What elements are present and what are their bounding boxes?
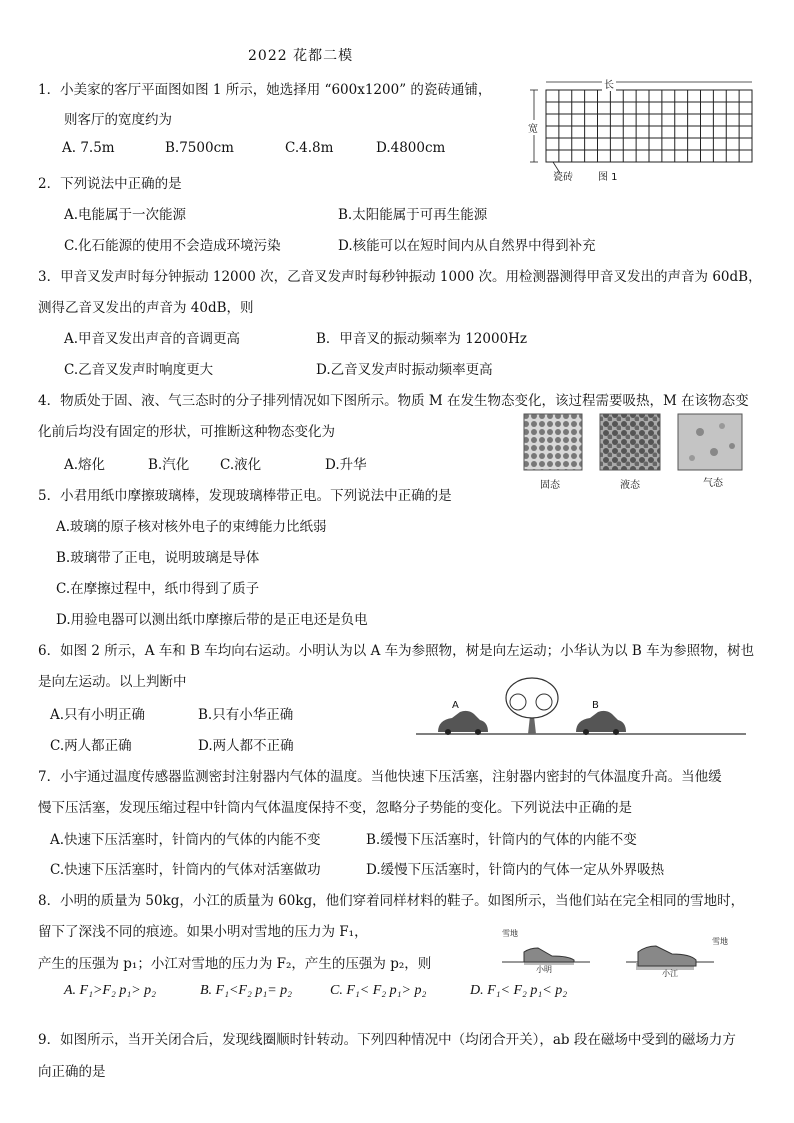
q6-stem-line2: 是向左运动。以上判断中 xyxy=(38,674,187,690)
q4-stem-line1: 4．物质处于固、液、气三态时的分子排列情况如下图所示。物质 M 在发生物态变化，该过程需要吸热，M 在该物态变 xyxy=(38,393,749,409)
q1-option-a: A. 7.5m xyxy=(62,140,115,156)
q3-option-d: D.乙音叉发声时振动频率更高 xyxy=(316,362,493,378)
xiaojiang-label: 小江 xyxy=(662,969,678,978)
gas-state-image xyxy=(678,414,742,470)
figure-states-of-matter xyxy=(522,412,752,474)
q7-option-a: A.快速下压活塞时，针筒内的气体的内能不变 xyxy=(50,832,321,848)
q1-option-c: C.4.8m xyxy=(285,140,334,156)
q3-option-a: A.甲音叉发出声音的音调更高 xyxy=(64,331,241,347)
q2-option-a: A.电能属于一次能源 xyxy=(64,207,187,223)
q4-option-b: B.汽化 xyxy=(148,457,190,473)
q2-option-c: C.化石能源的使用不会造成环境污染 xyxy=(64,238,281,254)
q7-option-c: C.快速下压活塞时，针筒内的气体对活塞做功 xyxy=(50,862,321,878)
figure1-caption: 图 1 xyxy=(598,172,618,183)
shoe-xiaojiang-icon xyxy=(638,946,696,966)
q6-option-a: A.只有小明正确 xyxy=(50,707,146,723)
figure1-long-label: 长 xyxy=(602,76,616,91)
q8-option-d: D. F₁< F₂ p₁< p₂ xyxy=(470,983,568,998)
shoe-xiaoming-icon xyxy=(524,948,574,962)
q8-option-c: C. F₁< F₂ p₁> p₂ xyxy=(330,983,427,998)
q3-stem-line1: 3．甲音叉发声时每分钟振动 12000 次，乙音叉发声时每秒钟振动 1000 次。用检测器测得甲音叉发出的声音为 60dB， xyxy=(38,269,762,285)
car-b-label: B xyxy=(592,700,599,711)
q5-option-a: A.玻璃的原子核对核外电子的束缚能力比纸弱 xyxy=(56,519,327,535)
solid-label: 固态 xyxy=(540,480,560,491)
q6-option-c: C.两人都正确 xyxy=(50,738,132,754)
q8-stem-line3: 产生的压强为 p₁；小江对雪地的压力为 F₂，产生的压强为 p₂，则 xyxy=(38,956,432,972)
q7-option-b: B.缓慢下压活塞时，针筒内的气体的内能不变 xyxy=(366,832,637,848)
q4-stem-line2: 化前后均没有固定的形状，可推断这种物态变化为 xyxy=(38,424,335,440)
q7-stem-line1: 7．小宇通过温度传感器监测密封注射器内气体的温度。当他快速下压活塞，注射器内密封的气体温度升高。当他缓 xyxy=(38,769,722,785)
q2-option-b: B.太阳能属于可再生能源 xyxy=(338,207,488,223)
q9-stem-line2: 向正确的是 xyxy=(38,1064,106,1080)
q4-option-a: A.熔化 xyxy=(64,457,106,473)
snow-label-2: 雪地 xyxy=(712,937,728,946)
q1-option-d: D.4800cm xyxy=(376,140,446,156)
q6-stem-line1: 6．如图 2 所示，A 车和 B 车均向右运动。小明认为以 A 车为参照物，树是向左运动；小华认为以 B 车为参照物，树也 xyxy=(38,643,755,659)
q1-stem-line2: 则客厅的宽度约为 xyxy=(64,112,172,128)
tree-icon xyxy=(506,678,558,734)
page-title: 2022 花都二模 xyxy=(248,48,354,64)
q5-option-b: B.玻璃带了正电，说明玻璃是导体 xyxy=(56,550,260,566)
q6-option-b: B.只有小华正确 xyxy=(198,707,294,723)
q7-option-d: D.缓慢下压活塞时，针筒内的气体一定从外界吸热 xyxy=(366,862,665,878)
q8-option-a: A. F₁>F₂ p₁> p₂ xyxy=(64,983,157,998)
q5-stem: 5．小君用纸巾摩擦玻璃棒，发现玻璃棒带正电。下列说法中正确的是 xyxy=(38,488,452,504)
q2-stem: 2．下列说法中正确的是 xyxy=(38,176,182,192)
q3-stem-line2: 测得乙音叉发出的声音为 40dB，则 xyxy=(38,300,254,316)
snow-label-1: 雪地 xyxy=(502,929,518,938)
car-a-label: A xyxy=(452,700,459,711)
figure1-tile-label: 瓷砖 xyxy=(553,172,573,183)
q8-stem-line2: 留下了深浅不同的痕迹。如果小明对雪地的压力为 F₁， xyxy=(38,924,368,940)
car-a-icon xyxy=(438,711,488,735)
q1-option-b: B.7500cm xyxy=(165,140,234,156)
q4-option-c: C.液化 xyxy=(220,457,262,473)
q6-option-d: D.两人都不正确 xyxy=(198,738,294,754)
q5-option-d: D.用验电器可以测出纸巾摩擦后带的是正电还是负电 xyxy=(56,612,368,628)
q3-option-b: B．甲音叉的振动频率为 12000Hz xyxy=(316,331,528,347)
q8-option-b: B. F₁<F₂ p₁= p₂ xyxy=(200,983,293,998)
q3-option-c: C.乙音叉发声时响度更大 xyxy=(64,362,214,378)
solid-state-image xyxy=(524,414,582,470)
car-b-icon xyxy=(576,711,626,735)
q8-stem-line1: 8．小明的质量为 50kg，小江的质量为 60kg，他们穿着同样材料的鞋子。如图所示，当他们站在完全相同的雪地时， xyxy=(38,893,745,909)
liquid-label: 液态 xyxy=(620,480,640,491)
figure-shoes-snow xyxy=(494,926,734,974)
figure2-cars-tree xyxy=(416,676,746,738)
q4-option-d: D.升华 xyxy=(325,457,367,473)
q9-stem-line1: 9．如图所示，当开关闭合后，发现线圈顺时针转动。下列四种情况中（均闭合开关），ab 段在磁场中受到的磁场力方 xyxy=(38,1032,736,1048)
q5-option-c: C.在摩擦过程中，纸巾得到了质子 xyxy=(56,581,260,597)
xiaoming-label: 小明 xyxy=(536,965,552,974)
q7-stem-line2: 慢下压活塞，发现压缩过程中针筒内气体温度保持不变，忽略分子势能的变化。下列说法中正确的是 xyxy=(38,800,632,816)
q1-stem-line1: 1．小美家的客厅平面图如图 1 所示，她选择用 “600x1200” 的瓷砖通铺， xyxy=(38,82,492,98)
liquid-state-image xyxy=(600,414,660,470)
figure1-floor-plan xyxy=(528,76,762,180)
gas-label: 气态 xyxy=(703,478,723,489)
figure1-wide-label: 宽 xyxy=(528,120,538,135)
q2-option-d: D.核能可以在短时间内从自然界中得到补充 xyxy=(338,238,596,254)
